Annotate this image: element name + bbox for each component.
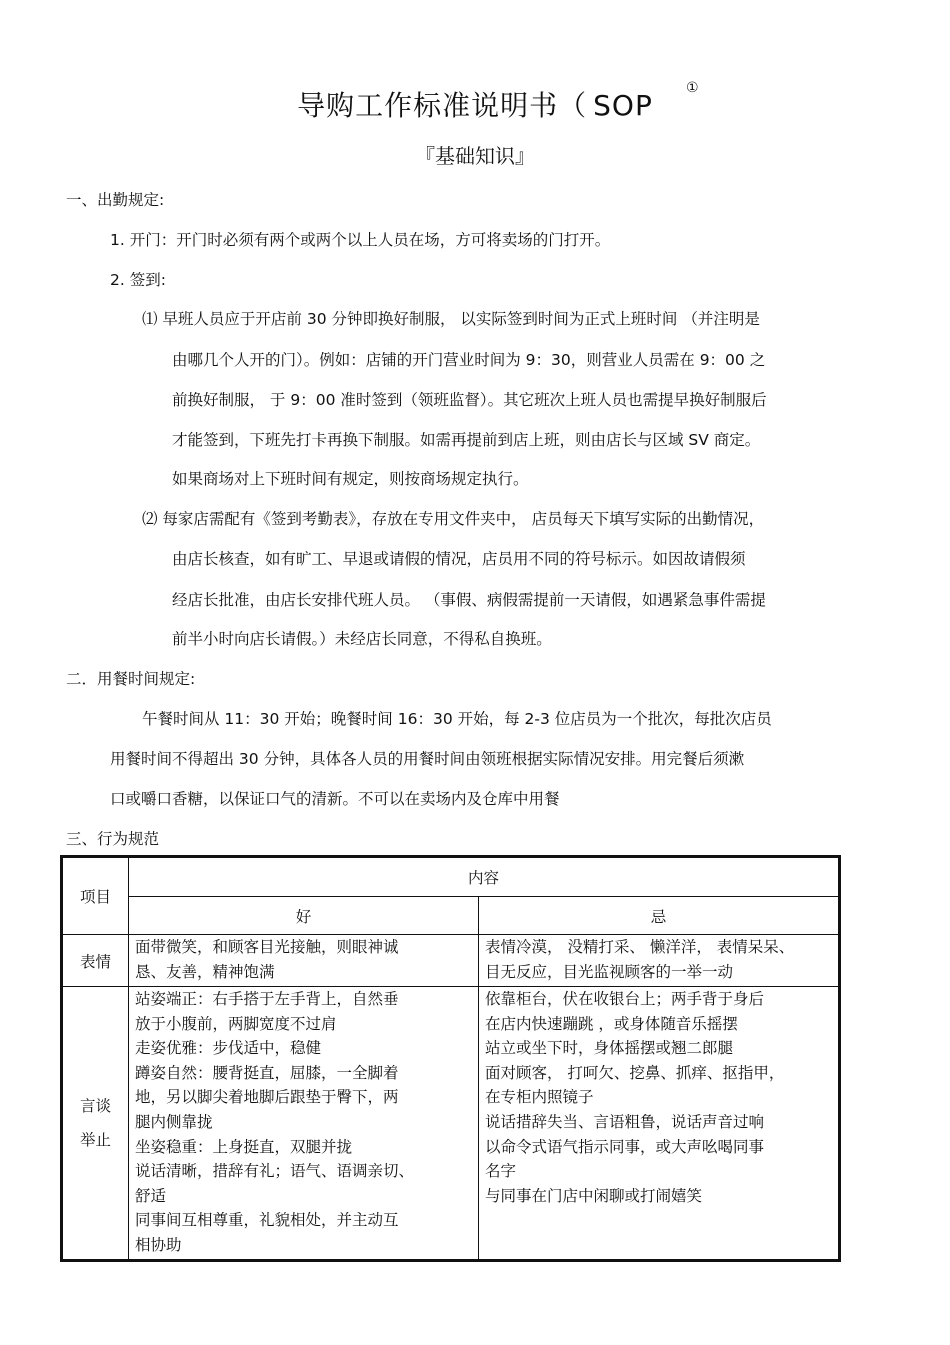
paragraph-line: 经店长批准，由店长安排代班人员。 （事假、病假需提前一天请假，如遇紧急事件需提 <box>172 591 766 609</box>
document-title <box>0 84 950 124</box>
table-row <box>62 987 840 1261</box>
cell-line: 面对顾客， 打呵欠、挖鼻、抓痒、抠指甲， <box>485 1063 785 1082</box>
paragraph-line: 才能签到，下班先打卡再换下制服。如需再提前到店上班，则由店长与区域 SV 商定。 <box>172 431 761 449</box>
cell-line: 目无反应，目光监视顾客的一举一动 <box>485 962 734 981</box>
paragraph-line: 由哪几个人开的门）。例如：店铺的开门营业时间为 9：30，则营业人员需在 9：00 之 <box>172 351 766 369</box>
row-item <box>62 987 129 1261</box>
cell-line: 舒适 <box>135 1186 167 1205</box>
paragraph-line: 用餐时间不得超出 30 分钟，具体各人员的用餐时间由领班根据实际情况安排。用完餐后须漱 <box>110 750 745 768</box>
cell-line: 站立或坐下时，身体摇摆或翘二郎腿 <box>485 1039 734 1058</box>
section-heading: 一、出勤规定: <box>66 191 165 209</box>
paragraph-line: 如果商场对上下班时间有规定，则按商场规定执行。 <box>172 470 529 488</box>
footnote-mark: ① <box>686 80 699 96</box>
cell-line: 放于小腹前，两脚宽度不过肩 <box>135 1014 337 1033</box>
header-bad: 忌 <box>479 897 840 935</box>
paragraph-line: 口或嚼口香糖，以保证口气的清新。不可以在卖场内及仓库中用餐 <box>110 790 560 808</box>
row-good-cell <box>129 987 479 1261</box>
paragraph-line: 由店长核查，如有旷工、早退或请假的情况，店员用不同的符号标示。如因故请假须 <box>172 550 746 568</box>
row-item-label: 表情 <box>79 952 111 971</box>
cell-line: 走姿优雅：步伐适中，稳健 <box>135 1039 322 1058</box>
cell-line: 在店内快速蹦跳 ，或身体随音乐摇摆 <box>485 1014 738 1033</box>
cell-line: 地，另以脚尖着地脚后跟垫于臀下，两 <box>135 1088 399 1107</box>
cell-line: 坐姿稳重：上身挺直，双腿并拢 <box>135 1137 353 1156</box>
row-good-cell <box>129 935 479 987</box>
table-subheader-row <box>62 897 840 935</box>
paragraph-line: 前换好制服， 于 9：00 准时签到（领班监督）。其它班次上班人员也需提早换好制服后 <box>172 391 767 409</box>
section-heading: 二．用餐时间规定: <box>66 670 196 688</box>
cell-line: 面带微笑，和顾客目光接触，则眼神诚 <box>135 938 399 956</box>
paragraph-line: 午餐时间从 11：30 开始；晚餐时间 16：30 开始，每 2-3 位店员为一个批次，每批次店员 <box>142 710 772 728</box>
cell-line: 表情冷漠， 没精打采、 懒洋洋， 表情呆呆、 <box>485 938 795 956</box>
cell-line: 以命令式语气指示同事，或大声吆喝同事 <box>485 1137 765 1156</box>
paragraph-line: ⑴ 早班人员应于开店前 30 分钟即换好制服， 以实际签到时间为正式上班时间 （并注明是 <box>142 310 760 328</box>
paragraph-line: 1. 开门：开门时必须有两个或两个以上人员在场，方可将卖场的门打开。 <box>110 231 611 249</box>
cell-line: 依靠柜台，伏在收银台上；两手背于身后 <box>485 990 765 1008</box>
paragraph-line: ⑵ 每家店需配有《签到考勤表》，存放在专用文件夹中， 店员每天下填写实际的出勤情况， <box>142 510 765 528</box>
cell-line: 相协助 <box>135 1235 182 1254</box>
paragraph-line: 2. 签到: <box>110 271 166 289</box>
paragraph-line: 前半小时向店长请假。）未经店长同意，不得私自换班。 <box>172 630 552 648</box>
row-item-label: 言谈 <box>79 1097 111 1115</box>
row-item-label: 举止 <box>79 1131 111 1149</box>
row-bad-cell <box>479 987 840 1261</box>
cell-line: 站姿端正：右手搭于左手背上，自然垂 <box>135 990 399 1008</box>
cell-line: 与同事在门店中闲聊或打闹嬉笑 <box>485 1186 703 1205</box>
header-good: 好 <box>129 897 479 935</box>
cell-line: 名字 <box>485 1162 517 1181</box>
row-item <box>62 935 129 987</box>
title-text: 导购工作标准说明书（ <box>297 89 588 122</box>
row-bad-cell <box>479 935 840 987</box>
table-row <box>62 935 840 987</box>
cell-line: 同事间互相尊重，礼貌相处，并主动互 <box>135 1211 399 1230</box>
title-sop: SOP <box>593 89 653 122</box>
behavior-table <box>60 855 841 1262</box>
cell-line: 恳、友善，精神饱满 <box>135 962 275 981</box>
cell-line: 说话清晰，措辞有礼；语气、语调亲切、 <box>135 1162 415 1181</box>
header-content: 内容 <box>129 857 840 897</box>
section-heading: 三、行为规范 <box>66 830 160 848</box>
table-header-row <box>62 857 840 897</box>
header-item: 项目 <box>62 857 129 935</box>
cell-line: 腿内侧靠拢 <box>135 1112 213 1131</box>
document-subtitle: 『基础知识』 <box>415 144 535 168</box>
cell-line: 说话措辞失当、言语粗鲁，说话声音过响 <box>485 1112 765 1131</box>
cell-line: 蹲姿自然：腰背挺直，屈膝，一全脚着 <box>135 1063 399 1082</box>
cell-line: 在专柜内照镜子 <box>485 1088 594 1107</box>
